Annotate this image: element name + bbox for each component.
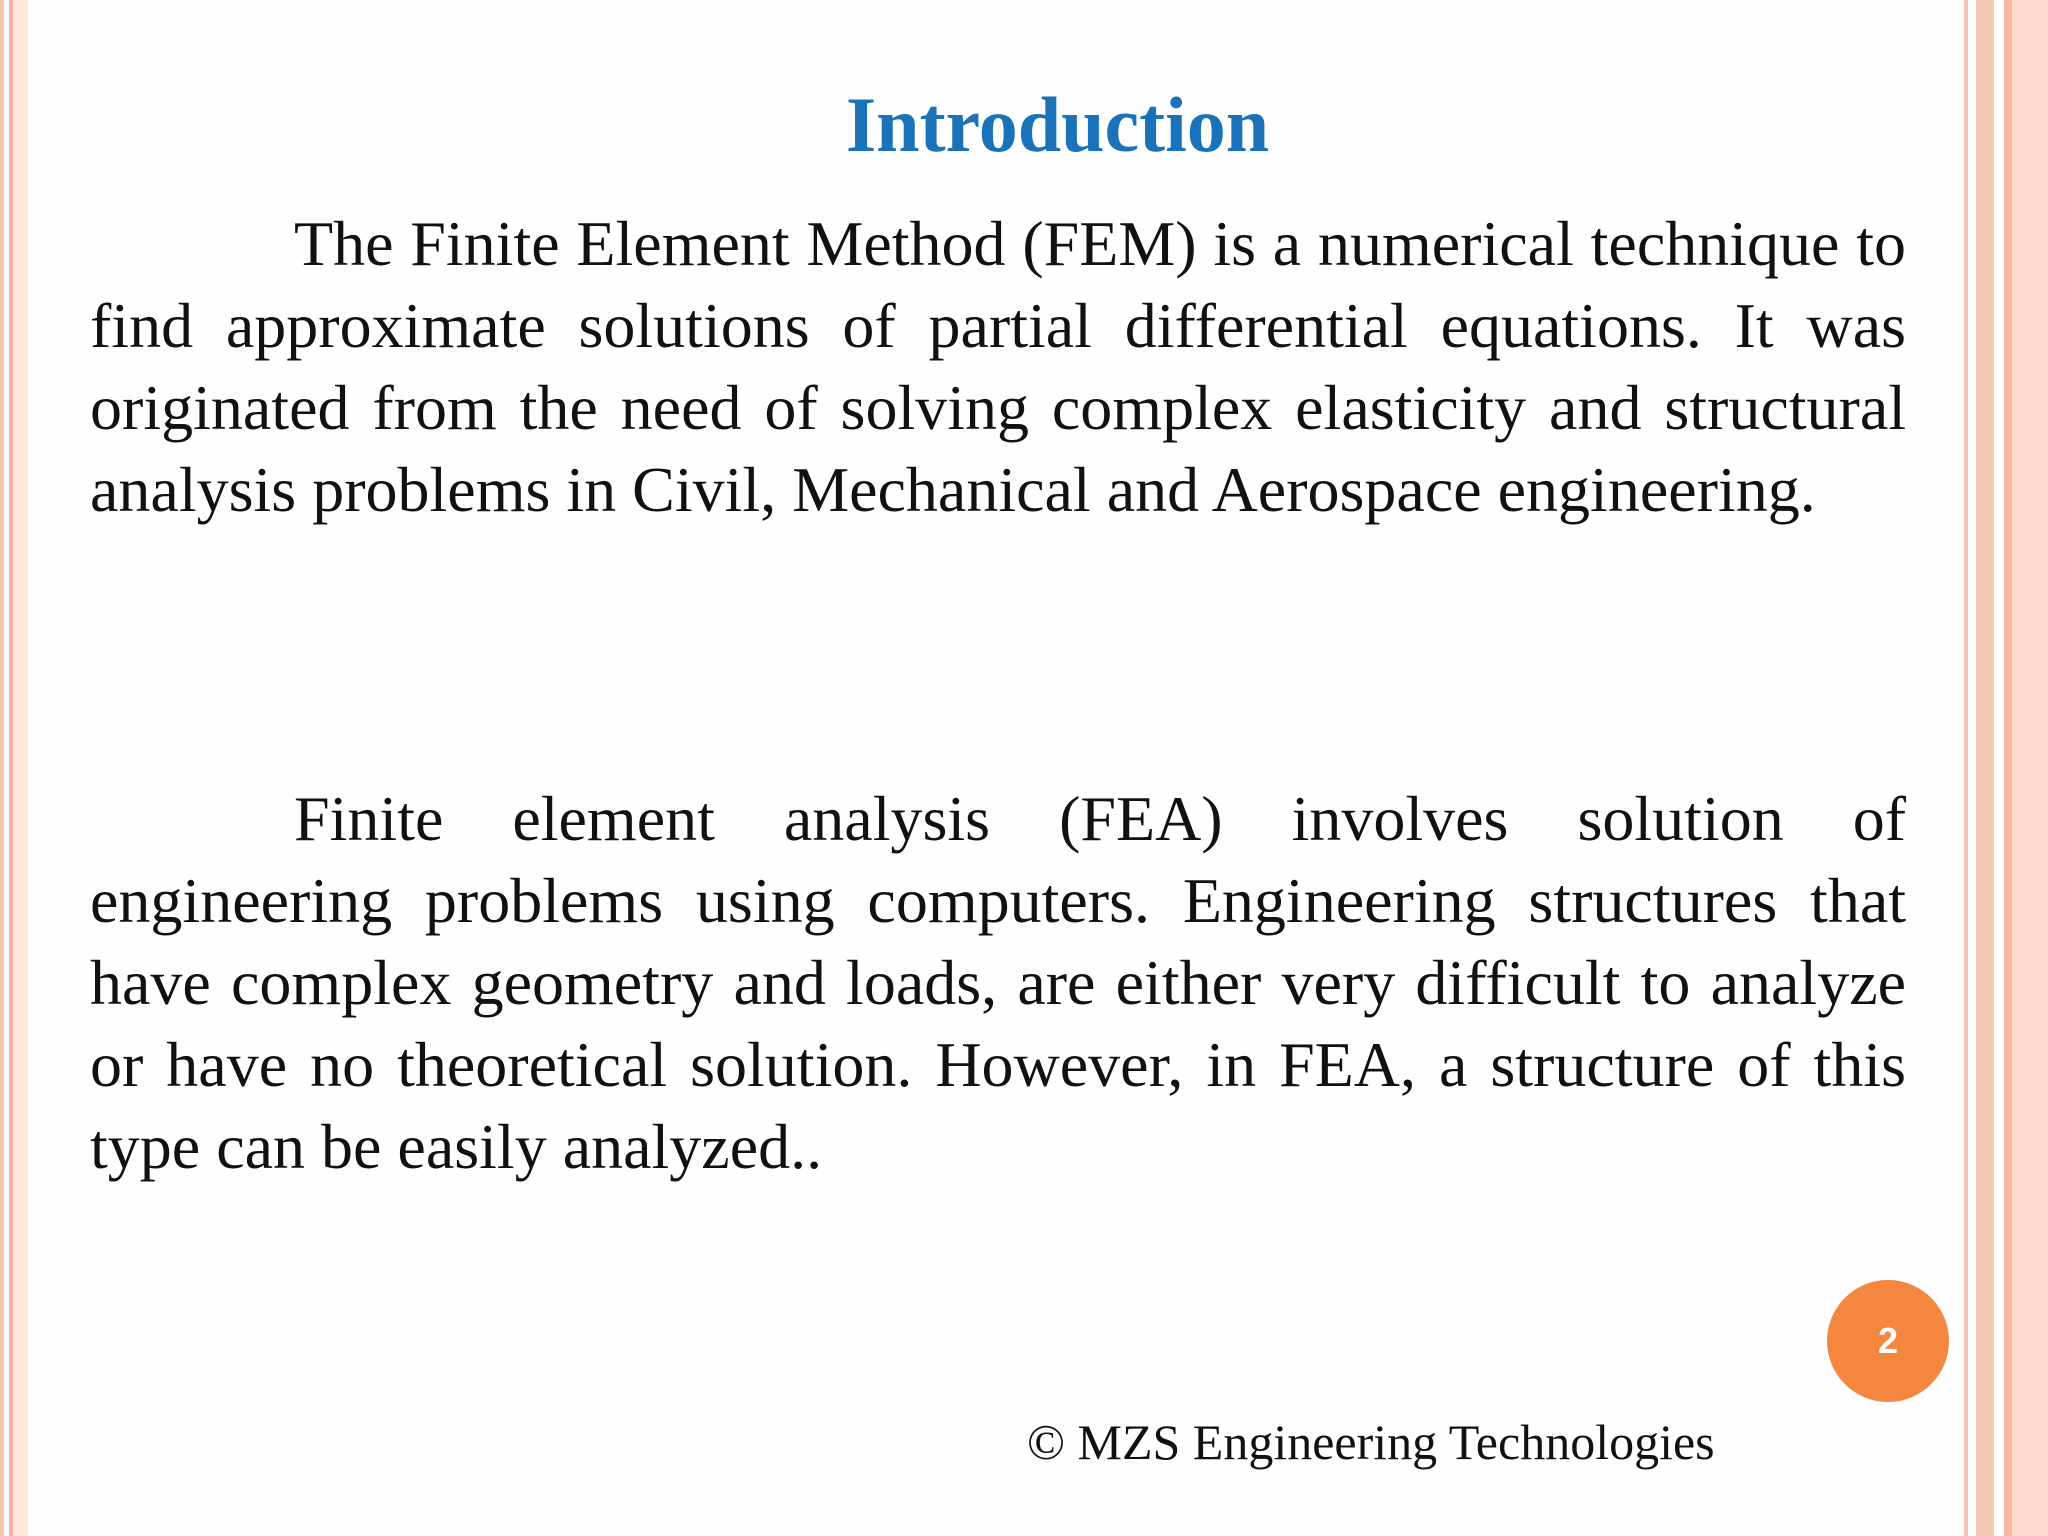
page-number-badge: [1827, 1280, 1949, 1402]
paragraph-fea: Finite element analysis (FEA) involves solution of engineering problems using computers. Engineering structures that have complex geometry and loads, are either very difficult to analyze or have no theoretical solution. However, in FEA, a structure of this type can be easily analyzed..: [90, 783, 1906, 1182]
paragraph-fem: The Finite Element Method (FEM) is a numerical technique to find approximate solutions of partial differential equations. It was originated from the need of solving complex elasticity and structural analysis problems in Civil, Mechanical and Aerospace engineering.: [90, 208, 1906, 525]
right-decorative-border: [1964, 0, 2048, 1536]
slide-title: Introduction: [845, 81, 1270, 168]
copyright-footer: © MZS Engineering Technologies: [1027, 1414, 1715, 1470]
page-number: 2: [1877, 1320, 1899, 1361]
left-decorative-border: [0, 0, 28, 1536]
